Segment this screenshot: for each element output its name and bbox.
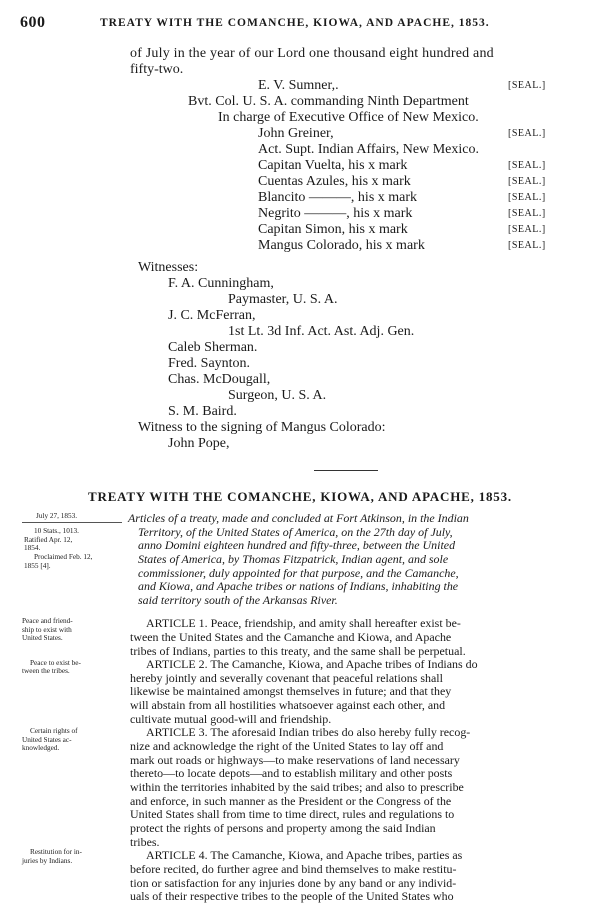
article-margin-note: juries by Indians.	[22, 856, 73, 865]
signatory-line: E. V. Sumner,.	[258, 78, 339, 93]
article-margin-note: ship to exist with	[22, 625, 72, 634]
article-line: before recited, do further agree and bind themselves to make restitu-	[130, 862, 457, 876]
treaty-title: TREATY WITH THE COMANCHE, KIOWA, AND APACHE, 1853.	[88, 488, 512, 504]
witness-line: S. M. Baird.	[168, 404, 237, 419]
article-line: cultivate mutual good-will and friendship.	[130, 711, 332, 726]
article-margin-note: knowledged.	[22, 744, 60, 753]
article-line: uals of their respective tribes to the people of the United States who	[130, 889, 454, 904]
signatory-line: Capitan Simon, his x mark	[258, 222, 408, 237]
seal-mark: [SEAL.]	[508, 192, 546, 203]
citation-note: 10 Stats., 1013.	[34, 527, 79, 536]
signatory-line: Mangus Colorado, his x mark	[258, 238, 425, 253]
article-line: ARTICLE 2. The Camanche, Kiowa, and Apache tribes of Indians do	[146, 657, 478, 672]
article-line: nize and acknowledge the right of the United States to lay off and	[130, 739, 444, 754]
page-header	[0, 14, 600, 34]
article-line: will abstain from all hostilities whatsoever against each other, and	[130, 698, 446, 713]
seal-mark: [SEAL.]	[508, 240, 546, 251]
preamble-line: States of America, by Thomas Fitzpatrick, Indian agent, and sole	[138, 552, 449, 567]
article-line: tion or satisfaction for any injuries done by any band or any individ-	[130, 875, 457, 890]
article-line: and enforce, in such manner as the President or the Congress of the	[130, 793, 452, 808]
preamble-line: Articles of a treaty, made and concluded at Fort Atkinson, in the Indian	[128, 511, 469, 526]
citation-note: 1854.	[24, 544, 41, 553]
preamble-line: said territory south of the Arkansas River.	[138, 593, 338, 608]
mangus-witness-heading: Witness to the signing of Mangus Colorado:	[138, 420, 386, 435]
signatory-line: Capitan Vuelta, his x mark	[258, 158, 408, 173]
article-margin-note: Peace to exist be-	[30, 658, 81, 667]
page-number: 600	[20, 14, 46, 31]
signatory-line: Blancito ———, his x mark	[258, 190, 418, 205]
seal-mark: [SEAL.]	[508, 160, 546, 171]
signatory-title-line: Act. Supt. Indian Affairs, New Mexico.	[258, 142, 479, 157]
witness-line: John Pope,	[168, 436, 230, 451]
witness-line: Chas. McDougall,	[168, 372, 271, 387]
witness-line: F. A. Cunningham,	[168, 276, 274, 291]
article-line: within the territories inhabited by the said tribes; and also to prescribe	[130, 780, 464, 795]
witnesses-heading: Witnesses:	[138, 260, 199, 275]
article-margin-note: tween the tribes.	[22, 667, 70, 676]
preamble-line: commissioner, duly appointed for that purpose, and the Camanche,	[138, 565, 459, 580]
preamble-line: Territory, of the United States of America, on the 27th day of July,	[138, 524, 453, 539]
witness-line: Caleb Sherman.	[168, 340, 258, 355]
preamble-line: and Kiowa, and Apache tribes or nations of Indians, inhabiting the	[138, 579, 459, 594]
article-line: tween the United States and the Camanche and Kiowa, and Apache	[130, 629, 452, 644]
signatory-line: Cuentas Azules, his x mark	[258, 174, 411, 189]
witness-line: Fred. Saynton.	[168, 356, 251, 371]
article-line: tribes.	[130, 834, 160, 849]
article-margin-note: Certain rights of	[30, 727, 78, 736]
witness-title-line: Surgeon, U. S. A.	[228, 388, 327, 403]
closing-text-line: fifty-two.	[130, 62, 184, 77]
seal-mark: [SEAL.]	[508, 128, 546, 139]
article-line: ARTICLE 3. The aforesaid Indian tribes do also hereby fully recog-	[146, 725, 471, 740]
article-line: hereby jointly and severally covenant that peaceful relations shall	[130, 670, 443, 685]
seal-mark: [SEAL.]	[508, 224, 546, 235]
running-title: TREATY WITH THE COMANCHE, KIOWA, AND APACHE, 1853.	[100, 17, 490, 29]
article-line: tribes of Indians, parties to this treaty, and the same shall be perpetual.	[130, 643, 466, 658]
signatory-line: John Greiner,	[258, 126, 334, 141]
article-line: mark out roads or highways—to make reservations of land necessary	[130, 752, 460, 767]
article-margin-note: Restitution for in-	[30, 848, 82, 857]
citation-note: Ratified Apr. 12,	[24, 535, 73, 544]
section-rule	[314, 470, 378, 471]
article-margin-note: Peace and friend-	[22, 617, 73, 625]
margin-rule	[22, 522, 122, 523]
witness-line: J. C. McFerran,	[168, 308, 256, 323]
article-line: likewise be maintained amongst themselves in future; and that they	[130, 684, 452, 699]
citation-note: 1855 [4].	[24, 561, 51, 570]
citation-note: Proclaimed Feb. 12,	[34, 553, 93, 561]
article-line: thereto—to locate depots—and to establish military and other posts	[130, 766, 453, 781]
witness-title-line: Paymaster, U. S. A.	[228, 292, 338, 307]
article-line: ARTICLE 4. The Camanche, Kiowa, and Apache tribes, parties as	[146, 848, 463, 863]
preamble-line: anno Domini eighteen hundred and fifty-three, between the United	[138, 538, 456, 553]
signatory-title-line: In charge of Executive Office of New Mexico.	[218, 110, 479, 125]
article-line: United States shall from time to time direct, rules and regulations to	[130, 807, 455, 822]
article-line: ARTICLE 1. Peace, friendship, and amity shall hereafter exist be-	[146, 616, 461, 631]
seal-mark: [SEAL.]	[508, 176, 546, 187]
date-note: July 27, 1853.	[36, 512, 78, 520]
closing-text-line: of July in the year of our Lord one thousand eight hundred and	[130, 46, 494, 61]
article-line: protect the rights of persons and property among the said Indian	[130, 821, 436, 835]
witness-title-line: 1st Lt. 3d Inf. Act. Ast. Adj. Gen.	[228, 324, 415, 339]
article-margin-note: United States.	[22, 634, 63, 643]
seal-mark: [SEAL.]	[508, 208, 546, 219]
seal-mark: [SEAL.]	[508, 80, 546, 91]
signatory-title-line: Bvt. Col. U. S. A. commanding Ninth Department	[188, 94, 469, 109]
signatory-line: Negrito ———, his x mark	[258, 206, 413, 221]
article-margin-note: United States ac-	[22, 735, 72, 744]
